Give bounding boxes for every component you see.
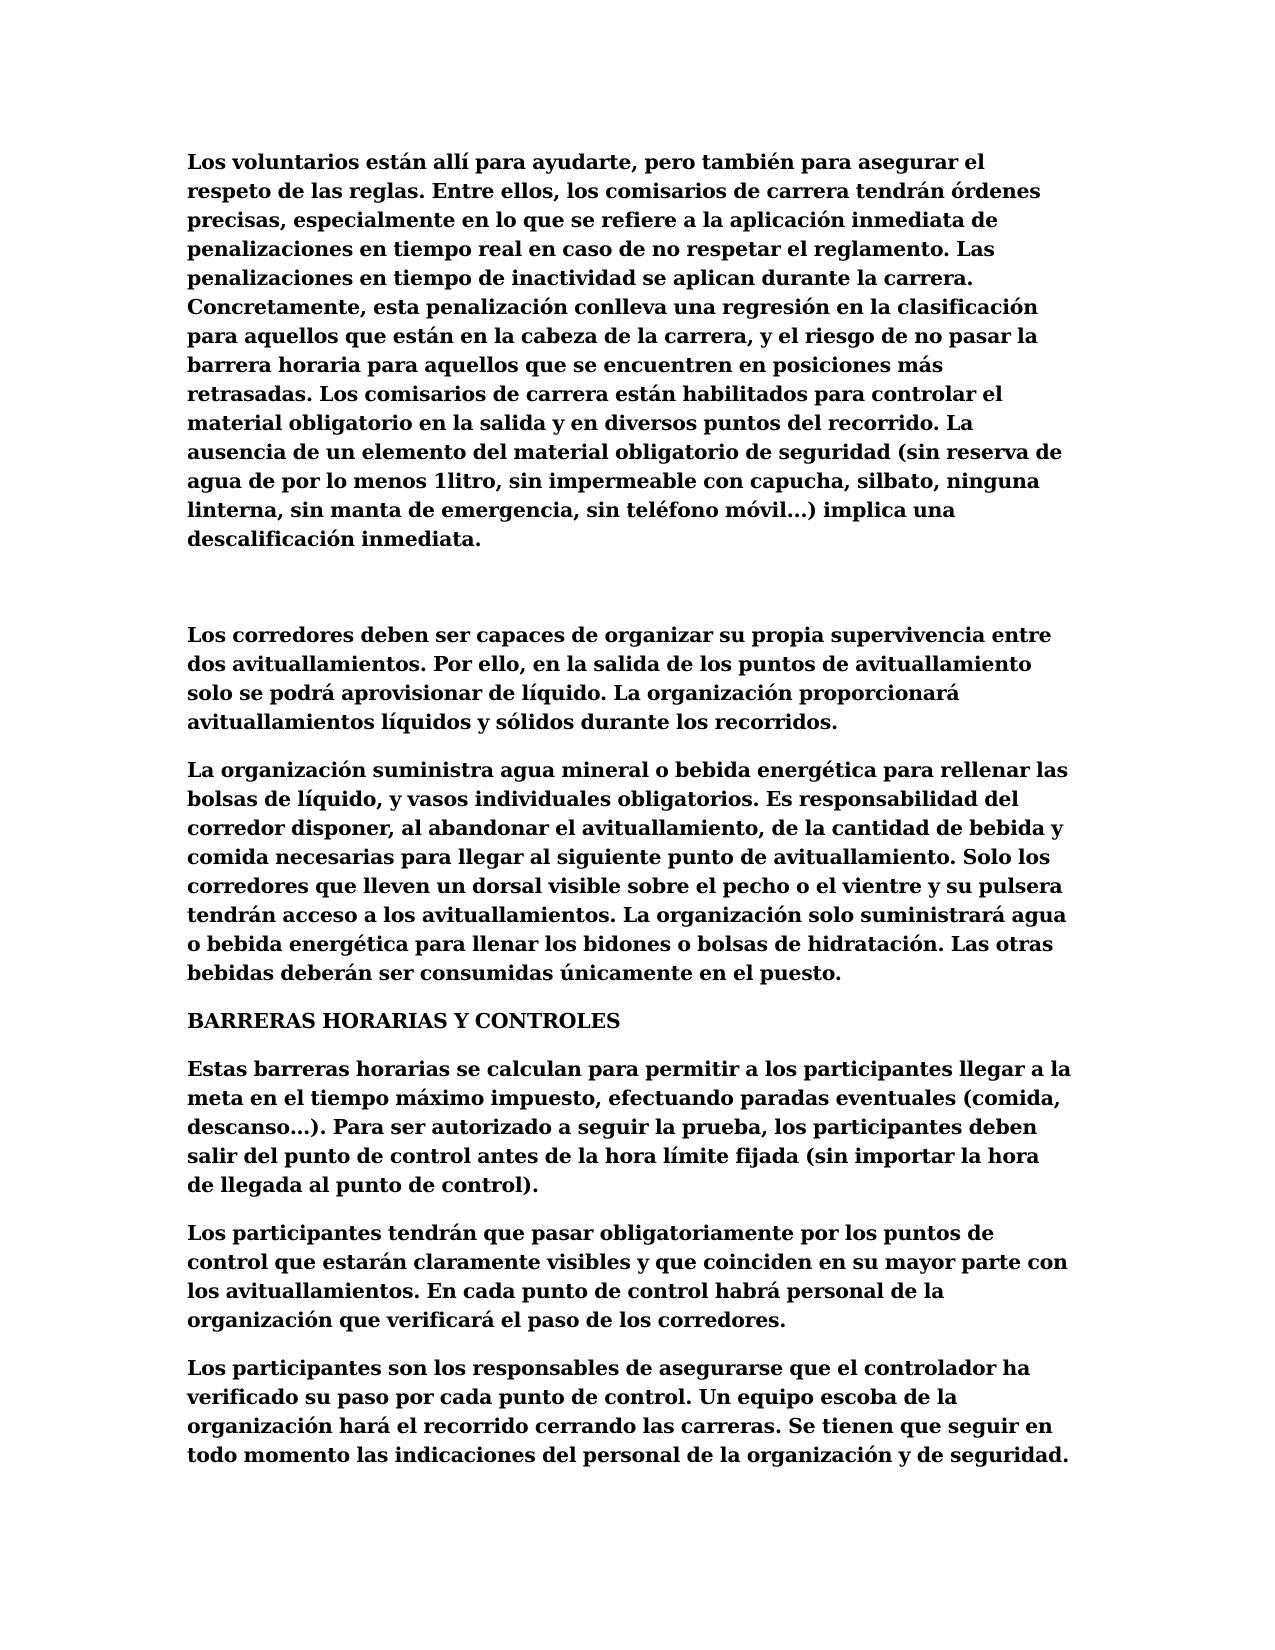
paragraph-puntos-control: Los participantes tendrán que pasar obligatoriamente por los puntos de control que estarán claramente visibles y que coinciden en su mayor parte con los avituallamientos. En cada punto de control habrá personal de la organización que verificará el paso de los corredores. xyxy=(187,1221,1068,1332)
document-body xyxy=(187,148,1087,1470)
paragraph-voluntarios: Los voluntarios están allí para ayudarte, pero también para asegurar el respeto de las reglas. Entre ellos, los comisarios de carrera tendrán órdenes precisas, especialmente en lo que se refiere a la aplicación inmediata de penalizaciones en tiempo real en caso de no respetar el reglamento. Las penalizaciones en tiempo de inactividad se aplican durante la carrera. Concretamente, esta penalización conlleva una regresión en la clasificación para aquellos que están en la cabeza de la carrera, y el riesgo de no pasar la barrera horaria para aquellos que se encuentren en posiciones más retrasadas. Los comisarios de carrera están habilitados para controlar el material obligatorio en la salida y en diversos puntos del recorrido. La ausencia de un elemento del material obligatorio de seguridad (sin reserva de agua de por lo menos 1litro, sin impermeable con capucha, silbato, ninguna linterna, sin manta de emergencia, sin teléfono móvil...) implica una descalificación inmediata. xyxy=(187,150,1063,551)
paragraph-barreras: Estas barreras horarias se calculan para permitir a los participantes llegar a la meta en el tiempo máximo impuesto, efectuando paradas eventuales (comida, descanso…). Para ser autorizado a seguir la prueba, los participantes deben salir del punto de control antes de la hora límite fijada (sin importar la hora de llegada al punto de control). xyxy=(187,1057,1071,1197)
paragraph-responsables: Los participantes son los responsables de asegurarse que el controlador ha verificado su paso por cada punto de control. Un equipo escoba de la organización hará el recorrido cerrando las carreras. Se tienen que seguir en todo momento las indicaciones del personal de la organización y de seguridad. xyxy=(187,1356,1069,1467)
paragraph-supervivencia: Los corredores deben ser capaces de organizar su propia supervivencia entre dos avituallamientos. Por ello, en la salida de los puntos de avituallamiento solo se podrá aprovisionar de líquido. La organización proporcionará avituallamientos líquidos y sólidos durante los recorridos. xyxy=(187,623,1052,734)
section-heading: BARRERAS HORARIAS Y CONTROLES xyxy=(187,1009,621,1033)
paragraph-agua: La organización suministra agua mineral o bebida energética para rellenar las bolsas de líquido, y vasos individuales obligatorios. Es responsabilidad del corredor disponer, al abandonar el avituallamiento, de la cantidad de bebida y comida necesarias para llegar al siguiente punto de avituallamiento. Solo los corredores que lleven un dorsal visible sobre el pecho o el vientre y su pulsera tendrán acceso a los avituallamientos. La organización solo suministrará agua o bebida energética para llenar los bidones o bolsas de hidratación. Las otras bebidas deberán ser consumidas únicamente en el puesto. xyxy=(187,758,1068,985)
